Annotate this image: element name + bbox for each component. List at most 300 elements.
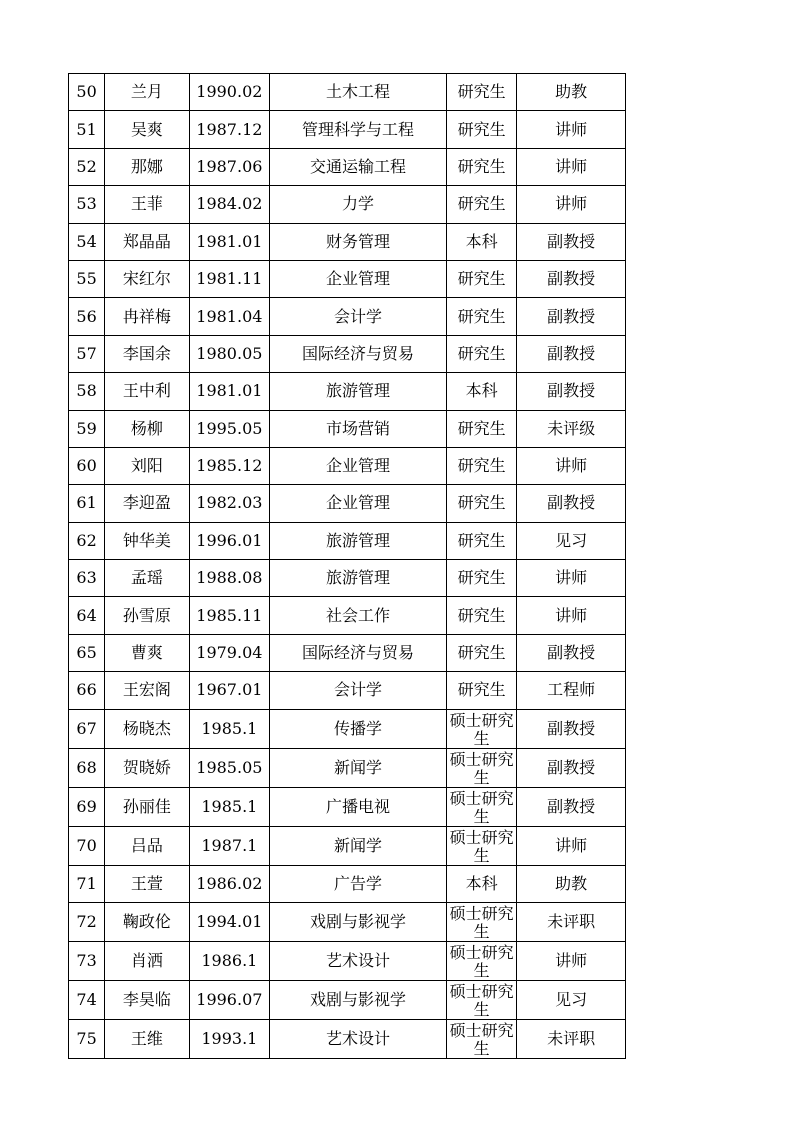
cell-professional-title [517,447,626,484]
cell-name [105,223,189,260]
name-text: 那娜 [130,156,163,176]
table-row [69,111,626,148]
no-text: 70 [76,835,97,855]
major-text: 国际经济与贸易 [302,343,415,363]
cell-birth-date [189,672,269,709]
cell-number [69,74,105,111]
cell-professional-title [517,335,626,372]
table-row [69,672,626,709]
edu-text: 研究生 [457,418,506,438]
cell-birth-date [189,903,269,942]
cell-number [69,560,105,597]
cell-name [105,942,189,981]
cell-professional-title [517,485,626,522]
title-text: 见习 [555,530,588,550]
cell-major [270,981,447,1020]
cell-birth-date [189,748,269,787]
title-text: 副教授 [547,757,596,777]
table-row [69,560,626,597]
edu-text: 本科 [465,381,498,401]
cell-number [69,260,105,297]
major-text: 企业管理 [326,456,391,476]
major-text: 广播电视 [326,796,391,816]
name-text: 吴爽 [130,119,163,139]
cell-major [270,1020,447,1059]
major-text: 旅游管理 [326,381,391,401]
cell-name [105,522,189,559]
cell-birth-date [189,335,269,372]
no-text: 71 [76,873,97,893]
no-text: 68 [76,757,97,777]
cell-name [105,410,189,447]
date-text: 1984.02 [196,194,263,214]
cell-name [105,826,189,865]
name-text: 王萱 [130,873,163,893]
cell-number [69,223,105,260]
cell-major [270,672,447,709]
cell-major [270,335,447,372]
name-text: 孙雪原 [122,605,171,625]
cell-professional-title [517,522,626,559]
no-text: 74 [76,990,97,1010]
name-text: 兰月 [130,82,163,102]
no-text: 59 [76,418,97,438]
cell-number [69,709,105,748]
edu-text: 研究生 [457,119,506,139]
cell-education [447,942,517,981]
cell-birth-date [189,787,269,826]
title-text: 副教授 [547,306,596,326]
cell-name [105,298,189,335]
date-text: 1985.1 [201,718,258,738]
cell-professional-title [517,672,626,709]
cell-major [270,74,447,111]
name-text: 杨晓杰 [122,718,171,738]
name-text: 冉祥梅 [122,306,171,326]
cell-number [69,748,105,787]
table-row [69,260,626,297]
cell-education [447,186,517,223]
table-row [69,787,626,826]
title-text: 讲师 [555,605,588,625]
cell-birth-date [189,260,269,297]
cell-professional-title [517,148,626,185]
major-text: 旅游管理 [326,568,391,588]
cell-name [105,111,189,148]
title-text: 讲师 [555,835,588,855]
cell-education [447,748,517,787]
table-row [69,373,626,410]
cell-name [105,748,189,787]
edu-text: 研究生 [457,568,506,588]
cell-education [447,709,517,748]
cell-name [105,560,189,597]
cell-number [69,1020,105,1059]
table-row [69,298,626,335]
cell-professional-title [517,826,626,865]
no-text: 66 [76,680,97,700]
cell-professional-title [517,111,626,148]
no-text: 65 [76,643,97,663]
edu-text: 研究生 [457,194,506,214]
cell-number [69,373,105,410]
date-text: 1993.1 [201,1029,258,1049]
cell-professional-title [517,865,626,902]
table-row [69,74,626,111]
no-text: 67 [76,718,97,738]
date-text: 1986.1 [201,951,258,971]
major-text: 管理科学与工程 [302,119,415,139]
no-text: 51 [76,119,97,139]
date-text: 1981.11 [196,269,263,289]
table-row [69,826,626,865]
name-text: 宋红尔 [122,269,171,289]
name-text: 刘阳 [130,456,163,476]
table-row [69,485,626,522]
cell-birth-date [189,186,269,223]
major-text: 土木工程 [326,82,391,102]
major-text: 新闻学 [334,757,383,777]
major-text: 企业管理 [326,493,391,513]
major-text: 旅游管理 [326,530,391,550]
date-text: 1985.1 [201,796,258,816]
cell-major [270,709,447,748]
name-text: 王菲 [130,194,163,214]
major-text: 戏剧与影视学 [310,990,407,1010]
cell-major [270,223,447,260]
no-text: 50 [76,82,97,102]
cell-major [270,560,447,597]
name-text: 王维 [130,1029,163,1049]
cell-birth-date [189,447,269,484]
major-text: 戏剧与影视学 [310,912,407,932]
cell-name [105,260,189,297]
cell-education [447,981,517,1020]
cell-birth-date [189,560,269,597]
title-text: 讲师 [555,568,588,588]
edu-text: 本科 [465,873,498,893]
cell-education [447,373,517,410]
cell-name [105,1020,189,1059]
cell-professional-title [517,903,626,942]
cell-major [270,148,447,185]
cell-name [105,787,189,826]
no-text: 54 [76,231,97,251]
cell-birth-date [189,981,269,1020]
edu-text: 硕士研究生 [449,710,514,748]
cell-education [447,485,517,522]
major-text: 广告学 [334,873,383,893]
cell-number [69,410,105,447]
cell-number [69,787,105,826]
date-text: 1995.05 [196,418,263,438]
date-text: 1996.01 [196,530,263,550]
cell-major [270,298,447,335]
name-text: 郑晶晶 [122,231,171,251]
date-text: 1994.01 [196,912,263,932]
table-row [69,942,626,981]
table-row [69,186,626,223]
cell-professional-title [517,560,626,597]
date-text: 1985.11 [196,605,263,625]
cell-birth-date [189,223,269,260]
no-text: 56 [76,306,97,326]
cell-number [69,865,105,902]
cell-number [69,981,105,1020]
cell-name [105,709,189,748]
cell-education [447,335,517,372]
date-text: 1987.1 [201,835,258,855]
major-text: 传播学 [334,718,383,738]
title-text: 工程师 [547,680,596,700]
cell-birth-date [189,298,269,335]
cell-education [447,903,517,942]
cell-name [105,335,189,372]
name-text: 李国余 [122,343,171,363]
title-text: 副教授 [547,269,596,289]
cell-name [105,373,189,410]
cell-birth-date [189,1020,269,1059]
name-text: 肖洒 [130,951,163,971]
cell-major [270,447,447,484]
edu-text: 硕士研究生 [449,827,514,865]
no-text: 63 [76,568,97,588]
date-text: 1979.04 [196,643,263,663]
staff-table [68,73,626,1059]
cell-major [270,865,447,902]
cell-major [270,410,447,447]
date-text: 1981.01 [196,231,263,251]
major-text: 会计学 [334,680,383,700]
cell-professional-title [517,1020,626,1059]
major-text: 力学 [342,194,375,214]
name-text: 孙丽佳 [122,796,171,816]
major-text: 新闻学 [334,835,383,855]
cell-name [105,903,189,942]
table-row [69,148,626,185]
major-text: 交通运输工程 [310,156,407,176]
date-text: 1982.03 [196,493,263,513]
title-text: 副教授 [547,718,596,738]
cell-professional-title [517,634,626,671]
cell-professional-title [517,260,626,297]
cell-professional-title [517,298,626,335]
name-text: 曹爽 [130,643,163,663]
cell-education [447,522,517,559]
cell-birth-date [189,865,269,902]
cell-major [270,903,447,942]
cell-number [69,186,105,223]
cell-birth-date [189,634,269,671]
major-text: 财务管理 [326,231,391,251]
no-text: 61 [76,493,97,513]
name-text: 钟华美 [122,530,171,550]
cell-birth-date [189,709,269,748]
cell-professional-title [517,597,626,634]
cell-number [69,485,105,522]
cell-birth-date [189,111,269,148]
cell-birth-date [189,826,269,865]
table-row [69,335,626,372]
cell-professional-title [517,787,626,826]
cell-major [270,485,447,522]
name-text: 李迎盈 [122,493,171,513]
title-text: 副教授 [547,343,596,363]
date-text: 1980.05 [196,343,263,363]
cell-name [105,672,189,709]
cell-professional-title [517,186,626,223]
cell-birth-date [189,522,269,559]
name-text: 孟瑶 [130,568,163,588]
cell-name [105,597,189,634]
cell-major [270,373,447,410]
cell-name [105,74,189,111]
edu-text: 研究生 [457,306,506,326]
major-text: 会计学 [334,306,383,326]
cell-education [447,787,517,826]
date-text: 1987.06 [196,156,263,176]
no-text: 52 [76,156,97,176]
table-row [69,748,626,787]
cell-education [447,1020,517,1059]
date-text: 1990.02 [196,82,263,102]
cell-education [447,672,517,709]
cell-name [105,981,189,1020]
cell-major [270,186,447,223]
cell-number [69,335,105,372]
major-text: 国际经济与贸易 [302,643,415,663]
name-text: 贺晓娇 [122,757,171,777]
edu-text: 研究生 [457,680,506,700]
table-row [69,447,626,484]
no-text: 55 [76,269,97,289]
cell-number [69,826,105,865]
name-text: 吕品 [130,835,163,855]
cell-birth-date [189,485,269,522]
edu-text: 研究生 [457,530,506,550]
cell-major [270,597,447,634]
cell-number [69,634,105,671]
cell-professional-title [517,981,626,1020]
edu-text: 硕士研究生 [449,943,514,981]
cell-major [270,111,447,148]
cell-number [69,111,105,148]
edu-text: 研究生 [457,456,506,476]
name-text: 鞠政伦 [122,912,171,932]
name-text: 杨柳 [130,418,163,438]
table-row [69,1020,626,1059]
cell-number [69,522,105,559]
major-text: 市场营销 [326,418,391,438]
title-text: 讲师 [555,119,588,139]
cell-number [69,298,105,335]
cell-education [447,74,517,111]
cell-number [69,597,105,634]
no-text: 58 [76,381,97,401]
cell-professional-title [517,709,626,748]
cell-education [447,410,517,447]
table-row [69,410,626,447]
cell-education [447,634,517,671]
cell-name [105,634,189,671]
edu-text: 硕士研究生 [449,982,514,1020]
title-text: 副教授 [547,381,596,401]
major-text: 艺术设计 [326,951,391,971]
title-text: 副教授 [547,231,596,251]
cell-number [69,903,105,942]
cell-number [69,672,105,709]
major-text: 艺术设计 [326,1029,391,1049]
title-text: 未评职 [547,1029,596,1049]
date-text: 1967.01 [196,680,263,700]
cell-education [447,223,517,260]
title-text: 助教 [555,873,588,893]
edu-text: 研究生 [457,82,506,102]
no-text: 64 [76,605,97,625]
title-text: 讲师 [555,456,588,476]
cell-education [447,865,517,902]
cell-professional-title [517,74,626,111]
title-text: 讲师 [555,951,588,971]
title-text: 未评级 [547,418,596,438]
cell-major [270,260,447,297]
no-text: 69 [76,796,97,816]
title-text: 副教授 [547,796,596,816]
title-text: 见习 [555,990,588,1010]
table-row [69,981,626,1020]
cell-name [105,186,189,223]
cell-education [447,826,517,865]
title-text: 未评职 [547,912,596,932]
edu-text: 研究生 [457,156,506,176]
cell-birth-date [189,410,269,447]
table-row [69,522,626,559]
cell-name [105,148,189,185]
edu-text: 研究生 [457,343,506,363]
cell-number [69,148,105,185]
edu-text: 研究生 [457,643,506,663]
cell-education [447,148,517,185]
cell-birth-date [189,942,269,981]
cell-major [270,826,447,865]
edu-text: 硕士研究生 [449,1021,514,1059]
cell-professional-title [517,748,626,787]
edu-text: 硕士研究生 [449,904,514,942]
date-text: 1988.08 [196,568,263,588]
major-text: 企业管理 [326,269,391,289]
date-text: 1981.01 [196,381,263,401]
cell-name [105,865,189,902]
cell-education [447,447,517,484]
no-text: 53 [76,194,97,214]
table-row [69,223,626,260]
cell-birth-date [189,148,269,185]
edu-text: 研究生 [457,269,506,289]
no-text: 75 [76,1029,97,1049]
table-row [69,709,626,748]
cell-name [105,485,189,522]
table-row [69,634,626,671]
cell-birth-date [189,597,269,634]
no-text: 72 [76,912,97,932]
title-text: 副教授 [547,643,596,663]
cell-education [447,298,517,335]
cell-professional-title [517,942,626,981]
no-text: 57 [76,343,97,363]
date-text: 1986.02 [196,873,263,893]
cell-education [447,597,517,634]
major-text: 社会工作 [326,605,391,625]
